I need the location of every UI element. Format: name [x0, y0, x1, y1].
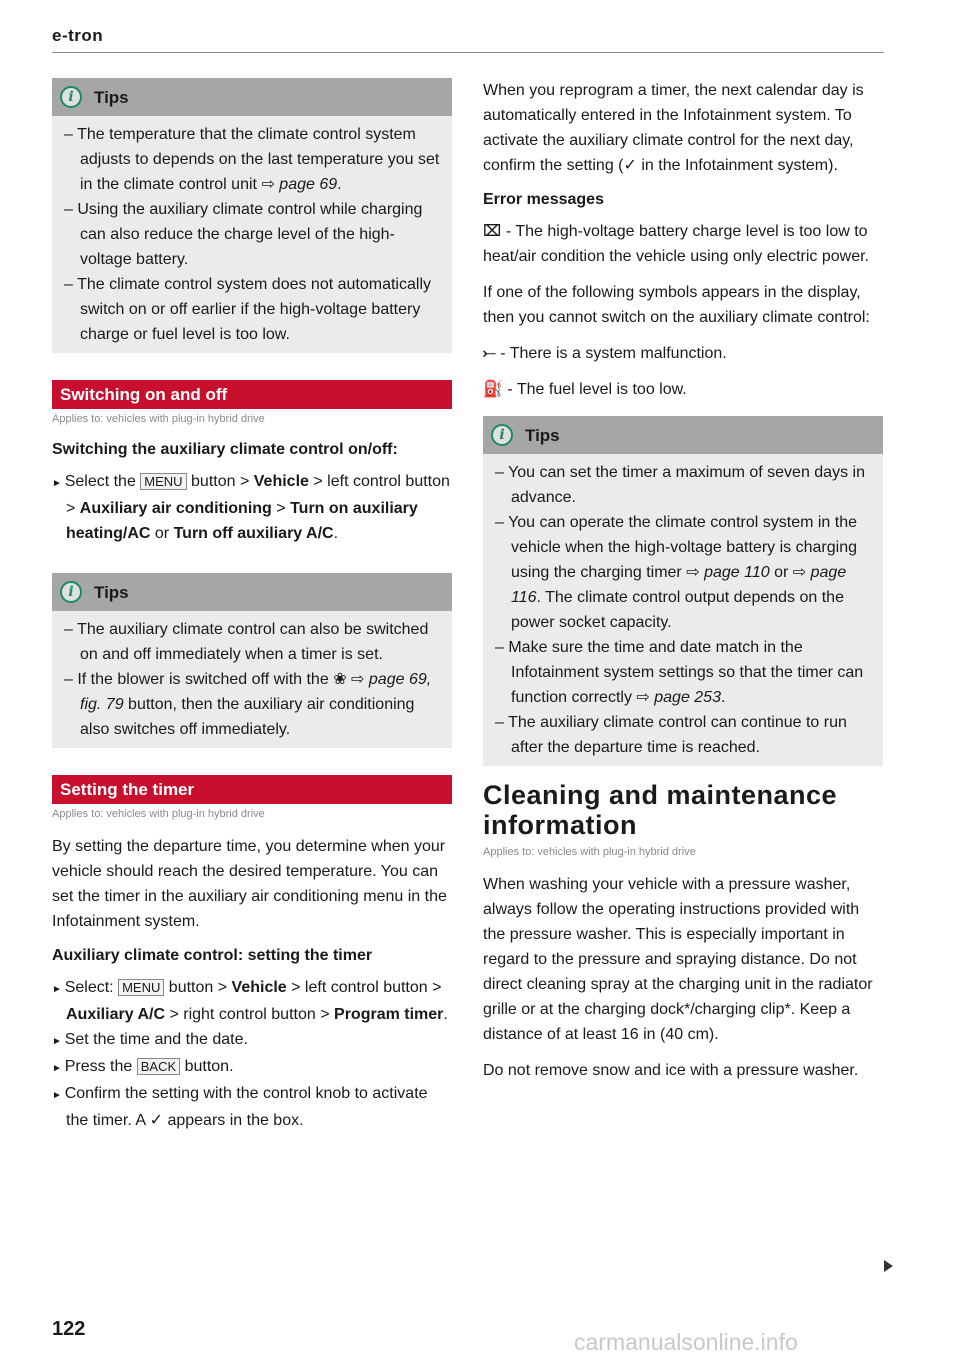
page-ref-link[interactable]: ⇨ page 110: [686, 564, 770, 581]
list-item: – The auxiliary climate control can continue to run after the departure time is reached.: [495, 710, 875, 760]
paragraph: By setting the departure time, you determine when your vehicle should reach the desired temperature. You can set the timer in the auxiliary air conditioning menu in the Infotainment system.: [52, 838, 447, 930]
tips-box: [483, 416, 883, 766]
header-divider: [52, 52, 884, 53]
page-ref-link[interactable]: ⇨ page 69, fig. 79: [80, 671, 432, 713]
instruction-step: ► Select the MENU button > Vehicle > left control button > Auxiliary air conditioning > Turn on auxiliary heating/AC or Turn off auxiliary A/C.: [52, 469, 452, 546]
malfunction-icon: ⤚: [483, 345, 496, 362]
page-ref-link[interactable]: ⇨ page 116: [511, 564, 847, 606]
instruction-step: ► Set the time and the date.: [52, 1027, 452, 1054]
error-item: ⛽ - The fuel level is too low.: [483, 381, 687, 398]
tips-header: [52, 78, 452, 116]
list-item: – The temperature that the climate control system adjusts to depends on the last temperature you set in the climate control unit ⇨ page 69.: [64, 122, 444, 197]
list-item: – If the blower is switched off with the ❀ ⇨ page 69, fig. 79 button, then the auxiliary air conditioning also switches off immediately.: [64, 667, 444, 742]
left-column: [52, 78, 452, 1133]
tips-header: [52, 573, 452, 611]
applies-note: Applies to: vehicles with plug-in hybrid drive: [483, 846, 696, 858]
list-item: – The auxiliary climate control can also be switched on and off immediately when a timer is set.: [64, 617, 444, 667]
applies-note: Applies to: vehicles with plug-in hybrid drive: [52, 413, 265, 425]
subheading: Switching the auxiliary climate control on/off:: [52, 441, 398, 458]
paragraph: When you reprogram a timer, the next calendar day is automatically entered in the Infotainment system. To activate the auxiliary climate control for the next day, confirm the setting (✓ in the Infotainment system).: [483, 82, 864, 174]
instruction-step: ► Press the BACK button.: [52, 1054, 452, 1081]
info-icon: i: [60, 86, 82, 108]
paragraph: Do not remove snow and ice with a pressure washer.: [483, 1062, 859, 1079]
instruction-step: ► Select: MENU button > Vehicle > left control button > Auxiliary A/C > right control button > Program timer.: [52, 975, 452, 1027]
list-item: – Make sure the time and date match in the Infotainment system settings so that the timer can function correctly ⇨ page 253.: [495, 635, 875, 710]
section-title-switching: Switching on and off: [52, 380, 452, 409]
document-header: e-tron: [52, 26, 104, 45]
subheading: Error messages: [483, 191, 604, 208]
subheading: Auxiliary climate control: setting the timer: [52, 947, 373, 964]
paragraph: When washing your vehicle with a pressure washer, always follow the operating instructions provided with the pressure washer. This is especially important in regard to the pressure and spraying distance. Do not direct cleaning spray at the charging unit in the radiator grille or at the charging dock*/charging clip*. Keep a distance of at least 16 in (40 cm).: [483, 876, 873, 1043]
page-ref-link[interactable]: ⇨ page 69: [261, 176, 338, 193]
error-item: ⤚ - There is a system malfunction.: [483, 345, 727, 362]
continue-arrow-icon: [884, 1260, 893, 1272]
page-ref-link[interactable]: ⇨ page 253: [636, 689, 721, 706]
error-item: ⌧ - The high-voltage battery charge level is too low to heat/air condition the vehicle using only electric power.: [483, 223, 869, 265]
list-item: – You can operate the climate control system in the vehicle when the high-voltage battery is charging using the charging timer ⇨ page 110 or ⇨ page 116. The climate control output depends on the power socket capacity.: [495, 510, 875, 635]
page-number: 122: [52, 1318, 86, 1340]
right-column: [483, 78, 883, 1094]
tips-box: [52, 78, 452, 353]
tips-label: Tips: [94, 87, 129, 107]
instruction-step: ► Confirm the setting with the control knob to activate the timer. A ✓ appears in the box.: [52, 1081, 452, 1133]
tips-header: [483, 416, 883, 454]
battery-warning-icon: ⌧: [483, 223, 502, 240]
tips-label: Tips: [94, 582, 129, 602]
menu-key: MENU: [118, 979, 164, 996]
info-icon: i: [491, 424, 513, 446]
section-title-timer: Setting the timer: [52, 775, 452, 804]
tips-box: [52, 573, 452, 748]
blower-icon: ❀: [333, 671, 347, 688]
back-key: BACK: [137, 1058, 180, 1075]
info-icon: i: [60, 581, 82, 603]
fuel-icon: ⛽: [483, 381, 503, 398]
watermark: carmanualsonline.info: [574, 1329, 798, 1355]
paragraph: If one of the following symbols appears in the display, then you cannot switch on the auxiliary climate control:: [483, 284, 870, 326]
list-item: – You can set the timer a maximum of seven days in advance.: [495, 460, 875, 510]
list-item: – The climate control system does not automatically switch on or off earlier if the high-voltage battery charge or fuel level is too low.: [64, 272, 444, 347]
applies-note: Applies to: vehicles with plug-in hybrid drive: [52, 808, 265, 820]
menu-key: MENU: [140, 473, 186, 490]
tips-label: Tips: [525, 425, 560, 445]
section-title-cleaning: Cleaning and maintenance information: [483, 780, 838, 840]
list-item: – Using the auxiliary climate control while charging can also reduce the charge level of the high-voltage battery.: [64, 197, 444, 272]
